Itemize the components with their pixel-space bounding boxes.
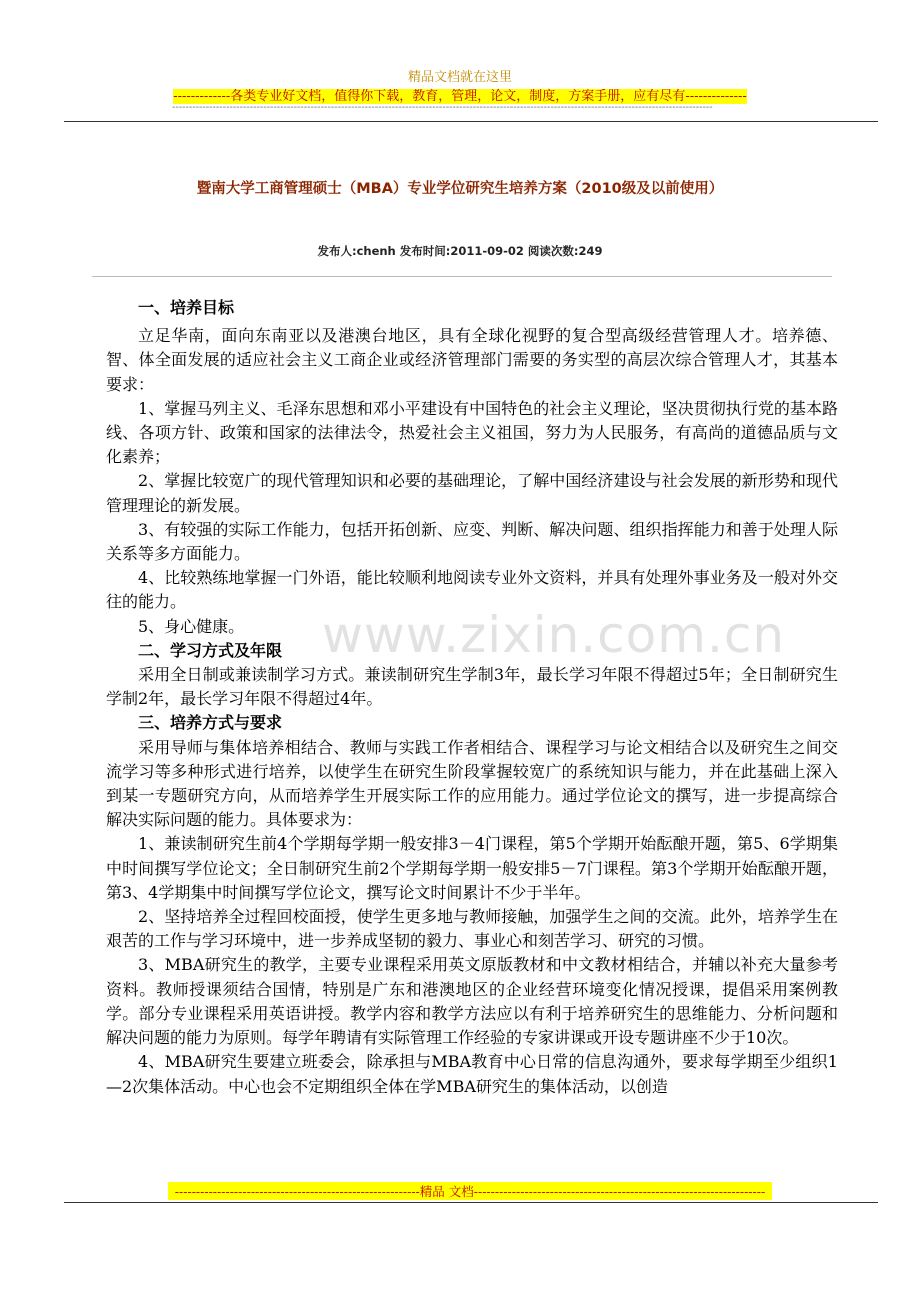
section-heading-1: 一、培养目标 [138,298,235,317]
article-body [106,296,838,1099]
footer-text: 精品 文档 [419,1184,474,1199]
section3-item-4: 4、MBA研究生要建立班委会，除承担与MBA教育中心日常的信息沟通外，要求每学期至少组织1—2次集体活动。中心也会不定期组织全体在学MBA研究生的集体活动，以创造 [106,1052,838,1096]
section1-item-5: 5、身心健康。 [138,616,245,636]
header-rule [64,121,878,122]
section1-item-3: 3、有较强的实际工作能力，包括开拓创新、应变、判断、解决问题、组织指挥能力和善于处理人际关系等多方面能力。 [106,519,838,564]
watermark: www.zixin.com.cn [322,606,786,664]
section3-item-3: 3、MBA研究生的教学，主要专业课程采用英文原版教材和中文教材相结合，并辅以补充大量参考资料。教师授课须结合国情，特别是广东和港澳地区的企业经营环境变化情况授课，提倡采用案例教学。部分专业课程采用英语讲授。教学内容和教学方法应以有利于培养研究生的思维能力、分析问题和解决问题的能力为原则。每学年聘请有实际管理工作经验的专家讲课或开设专题讲座不少于10次。 [106,955,838,1048]
article-meta: 发布人:chenh 发布时间:2011-09-02 阅读次数:249 [317,244,603,258]
top-note: 精品文档就在这里 [407,70,512,85]
article-title: 暨南大学工商管理硕士（MBA）专业学位研究生培养方案（2010级及以前使用） [196,181,724,197]
banner-dashes-right: -------------- [685,89,747,104]
footer-dashes-left: ---------------------------------------------------------- [174,1184,420,1199]
section3-item-2: 2、坚持培养全过程回校面授，使学生更多地与教师接触，加强学生之间的交流。此外，培养学生在艰苦的工作与学习环境中，进一步养成坚韧的毅力、事业心和刻苦学习、研究的习惯。 [106,907,838,951]
section1-item-2: 2、掌握比较宽广的现代管理知识和必要的基础理论，了解中国经济建设与社会发展的新形势和现代管理理论的新发展。 [106,471,838,515]
section1-item-4: 4、比较熟练地掌握一门外语，能比较顺利地阅读专业外文资料，并具有处理外事业务及一般对外交往的能力。 [106,568,838,612]
banner-text: 各类专业好文档，值得你下载，教育，管理，论文，制度，方案手册，应有尽有 [230,89,686,104]
footer-dashes-right: --------------------------------------------------------------------- [473,1184,766,1199]
section-heading-2: 二、学习方式及年限 [138,640,283,660]
banner-dashes-left: ------------- [173,89,231,104]
section3-item-1: 1、兼读制研究生前4个学期每学期一般安排3－4门课程，第5个学期开始酝酿开题，第5、6学期集中时间撰写学位论文；全日制研究生前2个学期每学期一般安排5－7门课程。第3个学期开始酝酿开题，第3、4学期集中时间撰写学位论文，撰写论文时间累计不少于半年。 [106,834,838,902]
section1-intro: 立足华南，面向东南亚以及港澳台地区，具有全球化视野的复合型高级经营管理人才。培养德、智、体全面发展的适应社会主义工商企业或经济管理部门需要的务实型的高层次综合管理人才，其基本要求： [106,326,838,394]
section-heading-3: 三、培养方式与要求 [138,713,283,733]
section2-text: 采用全日制或兼读制学习方式。兼读制研究生学制3年，最长学习年限不得超过5年；全日制研究生学制2年，最长学习年限不得超过4年。 [106,665,838,709]
section3-intro: 采用导师与集体培养相结合、教师与实践工作者相结合、课程学习与论文相结合以及研究生之间交流学习等多种形式进行培养，以使学生在研究生阶段掌握较宽广的系统知识与能力，并在此基础上深入到某一专题研究方向，从而培养学生开展实际工作的应用能力。通过学位论文的撰写，进一步提高综合解决实际问题的能力。具体要求为： [106,737,838,830]
footer-rule [64,1202,878,1203]
header-dash-line: ---------------------------------------------------------------------------------------------------------------------------------------------------------------- [172,102,713,113]
meta-divider [92,276,832,277]
section1-item-1: 1、掌握马列主义、毛泽东思想和邓小平建设有中国特色的社会主义理论，坚决贯彻执行党的基本路线、各项方针、政策和国家的法律法令，热爱社会主义祖国，努力为人民服务，有高尚的道德品质与文化素养； [106,398,838,467]
footer-banner [168,1182,772,1200]
